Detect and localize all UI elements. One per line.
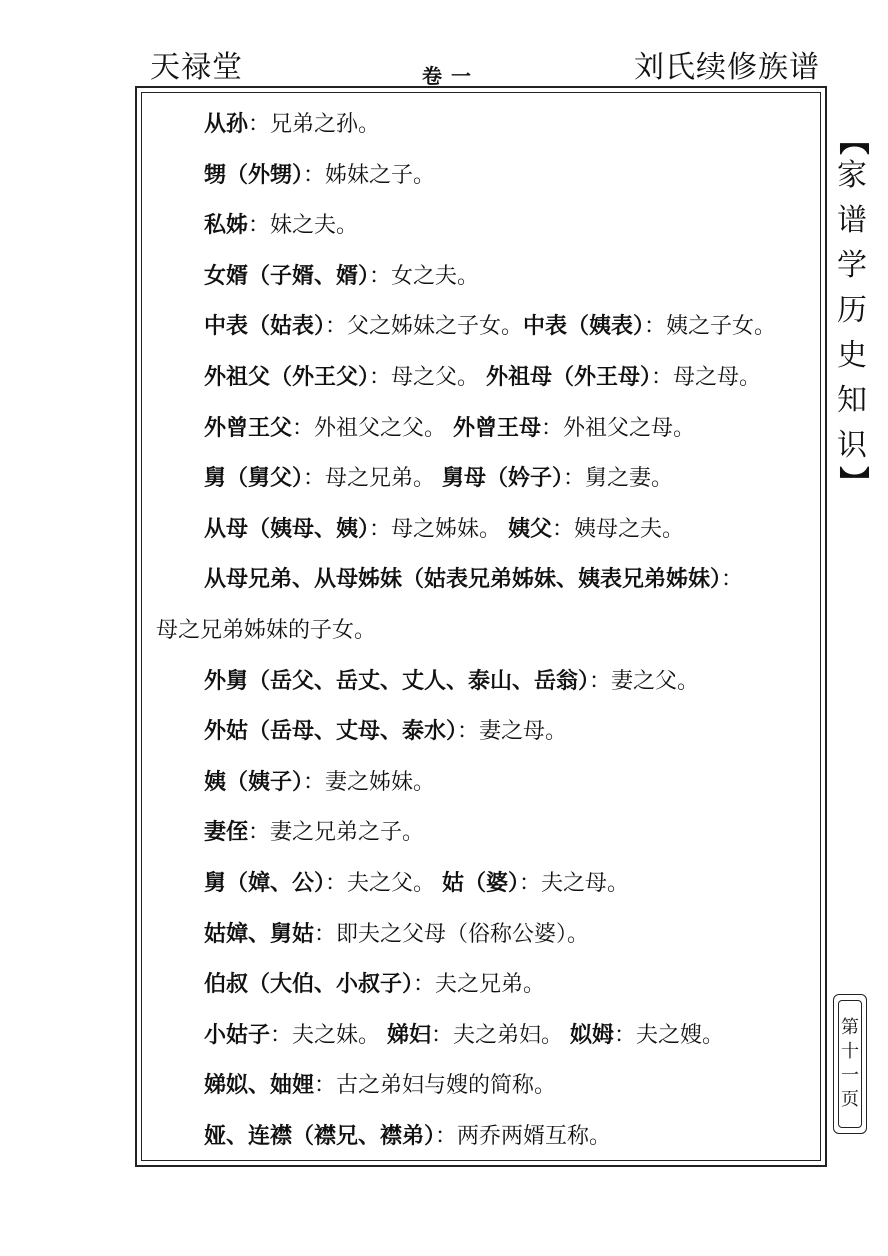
term-definition: ：外祖父之父。: [292, 415, 454, 441]
term-line: [156, 454, 816, 505]
term-line: [156, 151, 816, 202]
side-tab-char: 谱: [837, 203, 867, 238]
term-definition: ：夫之父。: [325, 870, 443, 896]
term-name: 姒姆: [570, 1022, 615, 1048]
term-line: [156, 808, 816, 859]
term-definition: ：妻之兄弟之子。: [248, 820, 425, 846]
side-tab-close-bracket: 】: [835, 466, 870, 496]
term-definition: ：夫之母。: [519, 870, 630, 896]
term-definition: ：女之夫。: [369, 263, 480, 289]
side-tab-char: 家: [837, 158, 867, 193]
page-number-char: 第: [841, 1017, 859, 1038]
page-number-char: 页: [841, 1089, 859, 1110]
term-name: 妻侄: [204, 820, 249, 846]
term-line: [156, 707, 816, 758]
term-name: 舅（嫜、公）: [204, 870, 326, 896]
term-definition: ：父之姊妹之子女。: [325, 314, 524, 340]
term-name: 小姑子: [204, 1022, 271, 1048]
side-tab-open-bracket: 【: [835, 125, 870, 155]
term-name: 娣姒、妯娌: [204, 1073, 315, 1099]
term-name: 外曾王父: [204, 415, 293, 441]
term-line: [156, 505, 816, 556]
term-definition: ：夫之嫂。: [614, 1022, 725, 1048]
side-tab-char: 识: [837, 428, 867, 463]
term-line: [156, 1011, 816, 1062]
section-side-tab: [836, 127, 868, 494]
header-hall-name: 天禄堂: [150, 50, 243, 85]
side-tab-char: 学: [837, 248, 867, 283]
term-name: 中表（姨表）: [523, 314, 645, 340]
term-line: [156, 1061, 816, 1112]
term-name: 外曾王母: [453, 415, 542, 441]
term-line: [156, 252, 816, 303]
term-line: [156, 1112, 816, 1163]
term-line: [156, 758, 816, 809]
term-definition: ：妻之父。: [589, 668, 700, 694]
page-number: [838, 1000, 862, 1128]
header-volume: 卷 一: [422, 64, 472, 88]
header-book-title: 刘氏续修族谱: [634, 50, 820, 85]
term-line: [156, 404, 816, 455]
side-tab-char: 史: [837, 338, 867, 373]
term-name: 中表（姑表）: [204, 314, 326, 340]
term-name: 姑（婆）: [442, 870, 520, 896]
term-definition: ：母之兄弟。: [303, 466, 443, 492]
term-definition: ：舅之妻。: [563, 466, 674, 492]
term-name: 外舅（岳父、岳丈、丈人、泰山、岳翁）: [204, 668, 590, 694]
term-definition: ：母之姊妹。: [369, 516, 509, 542]
term-line: [156, 555, 816, 606]
term-line: [156, 859, 816, 910]
term-name: 外姑（岳母、丈母、泰水）: [204, 719, 458, 745]
term-definition: ：兄弟之孙。: [248, 112, 381, 137]
side-tab-char: 知: [837, 383, 867, 418]
term-definition: ：: [721, 567, 744, 593]
page-number-box: [833, 994, 867, 1134]
term-name: 娣妇: [387, 1022, 432, 1048]
term-definition: ：妻之母。: [457, 719, 568, 745]
term-line: [156, 100, 816, 151]
term-definition: ：古之弟妇与嫂的简称。: [314, 1073, 557, 1099]
term-name: 外祖父（外王父）: [204, 364, 370, 390]
term-name: 私姊: [204, 213, 249, 239]
term-name: 伯叔（大伯、小叔子）: [204, 972, 414, 998]
kinship-terms-list: [156, 100, 816, 1162]
term-definition: ：妹之夫。: [248, 213, 359, 239]
term-line: [156, 302, 816, 353]
term-name: 舅（舅父）: [204, 466, 304, 492]
page-number-char: 十: [841, 1041, 859, 1062]
term-definition: 母之兄弟姊妹的子女。: [156, 617, 377, 643]
term-line: [156, 606, 816, 657]
term-name: 甥（外甥）: [204, 162, 304, 188]
term-definition: ：妻之姊妹。: [303, 769, 436, 795]
term-line: [156, 201, 816, 252]
term-name: 从母（姨母、姨）: [204, 516, 370, 542]
term-name: 舅母（妗子）: [442, 466, 564, 492]
page-number-char: 一: [841, 1065, 859, 1086]
term-name: 从母兄弟、从母姊妹（姑表兄弟姊妹、姨表兄弟姊妹）: [204, 567, 722, 593]
term-name: 女婿（子婿、婿）: [204, 263, 370, 289]
term-name: 娅、连襟（襟兄、襟弟）: [204, 1123, 436, 1149]
term-definition: ：夫之兄弟。: [413, 972, 546, 998]
term-line: [156, 960, 816, 1011]
term-name: 从孙: [204, 112, 249, 137]
term-definition: ：姊妹之子。: [303, 162, 436, 188]
term-line: [156, 353, 816, 404]
term-name: 姨（姨子）: [204, 769, 304, 795]
term-definition: ：姨母之夫。: [552, 516, 685, 542]
term-name: 姨父: [508, 516, 553, 542]
term-definition: ：母之父。: [369, 364, 487, 390]
side-tab-char: 历: [837, 293, 867, 328]
term-name: 姑嫜、舅姑: [204, 921, 315, 947]
term-line: [156, 910, 816, 961]
term-definition: ：两乔两婿互称。: [435, 1123, 612, 1149]
term-definition: ：即夫之父母（俗称公婆）。: [314, 921, 590, 947]
term-line: [156, 657, 816, 708]
term-definition: ：夫之妹。: [270, 1022, 388, 1048]
term-definition: ：外祖父之母。: [541, 415, 696, 441]
term-name: 外祖母（外王母）: [486, 364, 652, 390]
term-definition: ：夫之弟妇。: [431, 1022, 571, 1048]
term-definition: ：母之母。: [651, 364, 762, 390]
term-definition: ：姨之子女。: [644, 314, 777, 340]
